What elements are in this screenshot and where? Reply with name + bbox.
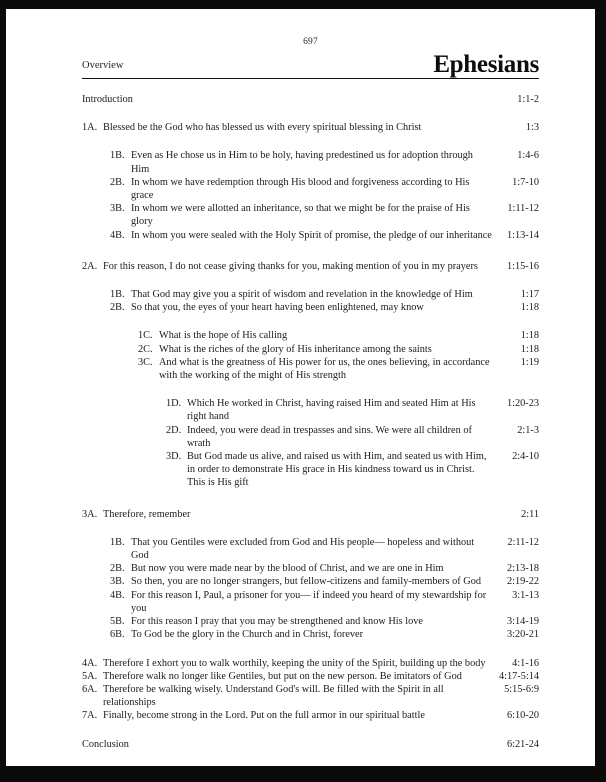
outline-entry [110, 615, 539, 628]
outline-marker: 3D. [166, 451, 182, 463]
header-divider [82, 78, 539, 80]
scripture-reference: 1:7-10 [512, 176, 539, 188]
page-number: 697 [303, 37, 318, 47]
scripture-reference: 1:11-12 [507, 203, 539, 215]
outline-text: What is the riches of the glory of His inheritance among the saints [159, 343, 432, 355]
outline-text: For this reason I pray that you may be strengthened and know His love [131, 616, 423, 628]
scripture-reference: 3:1-13 [512, 589, 539, 601]
outline-text: That God may give you a spirit of wisdom and revelation in the knowledge of Him [131, 289, 473, 301]
outline-entry [138, 329, 539, 342]
scripture-reference: 2:13-18 [506, 563, 539, 575]
outline-marker: 2B. [110, 176, 125, 188]
outline-entry [82, 508, 539, 521]
outline-text: But God made us alive, and raised us with Him, and seated us with Him, in order to demonstrate His grace in His kindness toward us in Christ. This is His gift [187, 451, 487, 489]
outline-entry [166, 450, 539, 490]
outline-entry [82, 93, 539, 106]
outline-text: Therefore be walking wisely. Understand God's will. Be filled with the Spirit in all relationships [103, 683, 444, 709]
outline-text: So then, you are no longer strangers, but fellow-citizens and family-members of God [131, 576, 481, 588]
outline-entry [166, 397, 539, 423]
outline-marker: 2B. [110, 563, 125, 575]
outline-entry [82, 260, 539, 273]
outline-marker: 1B. [110, 536, 125, 548]
scripture-reference: 1:18 [520, 343, 539, 355]
scripture-reference: 3:20-21 [506, 629, 539, 641]
scripture-reference: 1:4-6 [517, 150, 539, 162]
outline-text: Even as He chose us in Him to be holy, having predestined us for adoption through Him [131, 150, 473, 175]
document-header [82, 37, 539, 77]
outline-entry [82, 709, 539, 722]
outline-text: That you Gentiles were excluded from God and His people— hopeless and without God [131, 536, 475, 562]
outline-text: In whom we have redemption through His blood and forgiveness according to His grace [131, 176, 470, 202]
outline-text: But now you were made near by the blood of Christ, and we are one in Him [131, 563, 444, 575]
scripture-reference: 1:17 [520, 289, 539, 301]
outline-marker: 2C. [138, 343, 153, 355]
outline-marker: 2B. [110, 302, 125, 314]
scripture-reference: 4:17-5:14 [498, 670, 539, 682]
outline-text: Therefore walk no longer like Gentiles, but put on the new person. Be imitators of God [103, 670, 462, 682]
outline-entry [82, 738, 539, 751]
outline-text: Therefore, remember [103, 508, 191, 520]
scripture-reference: 2:4-10 [512, 451, 539, 463]
scripture-reference: 1:13-14 [506, 229, 539, 241]
outline-entry [82, 683, 539, 709]
outline-entry [138, 356, 539, 382]
outline-entry [82, 670, 539, 683]
outline-text: So that you, the eyes of your heart having been enlightened, may know [131, 302, 424, 314]
outline-text: Therefore I exhort you to walk worthily, keeping the unity of the Spirit, building up the body [103, 657, 486, 669]
scripture-reference: 1:20-23 [506, 398, 539, 410]
outline-text: In whom we were allotted an inheritance, so that we might be for the praise of His glory [131, 203, 470, 228]
outline-text: Conclusion [82, 738, 129, 750]
outline-entry [110, 628, 539, 641]
outline-marker: 3C. [138, 356, 153, 368]
scripture-reference: 2:1-3 [517, 424, 539, 436]
outline-marker: 2A. [82, 260, 98, 272]
outline-entry [138, 343, 539, 356]
outline-entry [110, 575, 539, 588]
outline-entry [110, 176, 539, 202]
outline-marker: 3A. [82, 508, 98, 520]
outline-text: To God be the glory in the Church and in Christ, forever [131, 629, 364, 641]
running-head: Overview [82, 60, 124, 71]
outline-entry [110, 562, 539, 575]
outline-marker: 1A. [82, 122, 98, 134]
outline-marker: 2D. [166, 424, 182, 436]
outline-text: What is the hope of His calling [159, 330, 288, 342]
outline-entry [82, 657, 539, 670]
outline-text: In whom you were sealed with the Holy Spirit of promise, the pledge of our inheritance [131, 229, 492, 241]
outline-marker: 1B. [110, 150, 125, 162]
outline-text: Indeed, you were dead in trespasses and sins. We were all children of wrath [187, 424, 472, 449]
outline-marker: 5B. [110, 616, 125, 628]
scripture-reference: 4:1-16 [512, 657, 539, 669]
outline-text: For this reason, I do not cease giving thanks for you, making mention of you in my prayers [103, 260, 478, 272]
scripture-reference: 1:3 [525, 122, 539, 134]
scripture-reference: 2:11 [521, 508, 539, 520]
outline-marker: 7A. [82, 710, 98, 722]
outline-text: And what is the greatness of His power for us, the ones believing, in accordance with the working of the might of His strength [159, 356, 490, 382]
outline-entry [110, 288, 539, 301]
outline-marker: 3B. [110, 203, 125, 215]
outline-entry [110, 301, 539, 314]
scripture-reference: 6:21-24 [506, 738, 539, 750]
outline-entry [110, 536, 539, 562]
outline-marker: 6A. [82, 683, 98, 695]
outline-entry [110, 202, 539, 228]
scripture-reference: 2:11-12 [507, 536, 539, 548]
outline-text: Finally, become strong in the Lord. Put on the full armor in our spiritual battle [103, 710, 425, 722]
outline-marker: 1D. [166, 398, 182, 410]
scripture-reference: 1:19 [520, 356, 539, 368]
page-content [6, 9, 595, 766]
scripture-reference: 1:1-2 [517, 94, 539, 105]
outline-text: For this reason I, Paul, a prisoner for you— if indeed you heard of my stewardship for you [131, 589, 487, 614]
outline-marker: 4B. [110, 229, 125, 241]
outline-marker: 4A. [82, 657, 98, 669]
scripture-reference: 5:15-6:9 [504, 683, 539, 695]
scripture-reference: 1:15-16 [506, 260, 539, 272]
outline-marker: 5A. [82, 670, 98, 682]
scripture-reference: 3:14-19 [506, 616, 539, 628]
outline-entry [82, 121, 539, 134]
outline-marker: 1C. [138, 330, 153, 342]
outline-text: Introduction [82, 94, 133, 105]
scripture-reference: 1:18 [520, 302, 539, 314]
page-title: Ephesians [433, 51, 539, 78]
scripture-reference: 2:19-22 [506, 576, 539, 588]
outline-marker: 4B. [110, 589, 125, 601]
page-sheet [6, 9, 595, 766]
outline-entry [166, 424, 539, 450]
outline-marker: 6B. [110, 629, 125, 641]
outline-entry [110, 589, 539, 615]
outline-list [82, 93, 539, 751]
outline-marker: 3B. [110, 576, 125, 588]
outline-text: Blessed be the God who has blessed us with every spiritual blessing in Christ [103, 122, 422, 134]
outline-entry [110, 149, 539, 175]
scripture-reference: 1:18 [520, 330, 539, 342]
outline-entry [110, 229, 539, 242]
outline-text: Which He worked in Christ, having raised Him and seated Him at His right hand [187, 398, 476, 423]
outline-marker: 1B. [110, 289, 125, 301]
scripture-reference: 6:10-20 [506, 710, 539, 722]
